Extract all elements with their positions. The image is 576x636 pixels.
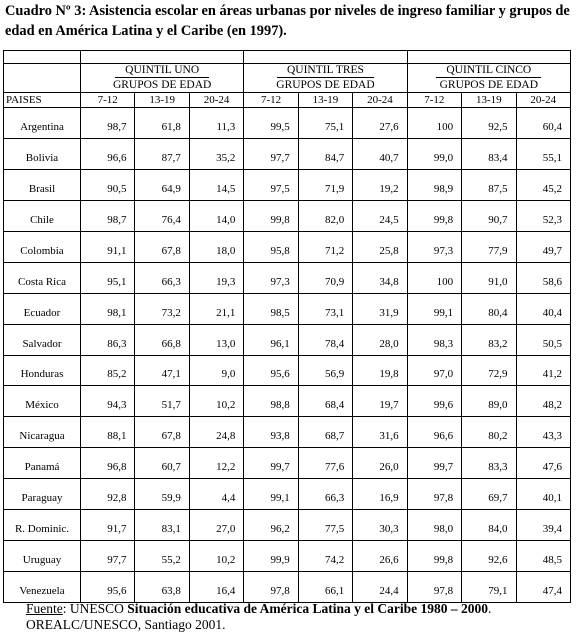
value-cell: 91,0 — [462, 262, 516, 293]
value-cell: 64,9 — [135, 169, 189, 200]
value-cell: 48,2 — [516, 386, 571, 417]
value-cell: 61,8 — [135, 108, 189, 139]
country-cell: Ecuador — [4, 293, 81, 324]
value-cell: 35,2 — [189, 138, 243, 169]
value-cell: 88,1 — [81, 417, 135, 448]
attendance-table — [3, 50, 571, 603]
value-cell: 45,2 — [516, 169, 571, 200]
spacer-cell — [81, 51, 244, 64]
value-cell: 10,2 — [189, 541, 243, 572]
value-cell: 89,0 — [462, 386, 516, 417]
value-cell: 96,1 — [244, 324, 298, 355]
value-cell: 99,7 — [407, 448, 461, 479]
column-header-row — [4, 93, 571, 108]
value-cell: 91,1 — [81, 231, 135, 262]
value-cell: 75,1 — [298, 108, 352, 139]
value-cell: 83,2 — [462, 324, 516, 355]
caption-text: Asistencia escolar en áreas urbanas por niveles de ingreso familiar y grupos de edad en América Latina y el Caribe (en 1997). — [5, 3, 570, 39]
table-row — [4, 262, 571, 293]
age-group-header: GRUPOS DE EDAD — [81, 78, 244, 93]
value-cell: 55,2 — [135, 541, 189, 572]
source-note — [26, 601, 571, 633]
value-cell: 93,8 — [244, 417, 298, 448]
age-column-header: 13-19 — [298, 93, 352, 108]
value-cell: 85,2 — [81, 355, 135, 386]
value-cell: 95,6 — [244, 355, 298, 386]
value-cell: 98,3 — [407, 324, 461, 355]
spacer-row — [4, 51, 571, 64]
value-cell: 99,6 — [407, 386, 461, 417]
value-cell: 10,2 — [189, 386, 243, 417]
value-cell: 76,4 — [135, 200, 189, 231]
value-cell: 24,5 — [353, 200, 407, 231]
table-row — [4, 510, 571, 541]
age-column-header: 20-24 — [516, 93, 571, 108]
value-cell: 90,7 — [462, 200, 516, 231]
value-cell: 51,7 — [135, 386, 189, 417]
value-cell: 74,2 — [298, 541, 352, 572]
value-cell: 97,0 — [407, 355, 461, 386]
table-row — [4, 417, 571, 448]
value-cell: 97,8 — [407, 479, 461, 510]
value-cell: 66,3 — [298, 479, 352, 510]
value-cell: 97,7 — [244, 138, 298, 169]
value-cell: 27,6 — [353, 108, 407, 139]
value-cell: 99,1 — [244, 479, 298, 510]
country-column-header: PAISES — [4, 93, 81, 108]
value-cell: 16,4 — [189, 572, 243, 603]
value-cell: 68,4 — [298, 386, 352, 417]
spacer-cell — [244, 51, 407, 64]
value-cell: 50,5 — [516, 324, 571, 355]
value-cell: 70,9 — [298, 262, 352, 293]
value-cell: 95,1 — [81, 262, 135, 293]
source-title: Situación educativa de América Latina y el Caribe 1980 – 2000 — [127, 601, 488, 616]
table-row — [4, 572, 571, 603]
value-cell: 98,0 — [407, 510, 461, 541]
table-row — [4, 108, 571, 139]
value-cell: 48,5 — [516, 541, 571, 572]
table-row — [4, 231, 571, 262]
value-cell: 47,1 — [135, 355, 189, 386]
value-cell: 96,6 — [81, 138, 135, 169]
value-cell: 99,5 — [244, 108, 298, 139]
country-cell: Salvador — [4, 324, 81, 355]
value-cell: 30,3 — [353, 510, 407, 541]
source-line-2: OREALC/UNESCO, Santiago 2001. — [26, 617, 226, 632]
value-cell: 87,7 — [135, 138, 189, 169]
table-row — [4, 169, 571, 200]
value-cell: 92,8 — [81, 479, 135, 510]
value-cell: 99,8 — [407, 200, 461, 231]
value-cell: 26,0 — [353, 448, 407, 479]
value-cell: 77,9 — [462, 231, 516, 262]
quintile-header: QUINTIL CINCO — [407, 64, 570, 79]
value-cell: 80,4 — [462, 293, 516, 324]
value-cell: 43,3 — [516, 417, 571, 448]
table-row — [4, 541, 571, 572]
value-cell: 28,0 — [353, 324, 407, 355]
table-row — [4, 324, 571, 355]
value-cell: 21,1 — [189, 293, 243, 324]
country-cell: México — [4, 386, 81, 417]
value-cell: 12,2 — [189, 448, 243, 479]
value-cell: 71,2 — [298, 231, 352, 262]
value-cell: 69,7 — [462, 479, 516, 510]
corner-cell — [4, 64, 81, 79]
value-cell: 100 — [407, 108, 461, 139]
value-cell: 49,7 — [516, 231, 571, 262]
value-cell: 39,4 — [516, 510, 571, 541]
group-header-row — [4, 78, 571, 93]
table-row — [4, 448, 571, 479]
age-column-header: 13-19 — [462, 93, 516, 108]
value-cell: 83,3 — [462, 448, 516, 479]
country-cell: Nicaragua — [4, 417, 81, 448]
value-cell: 98,7 — [81, 200, 135, 231]
value-cell: 98,1 — [81, 293, 135, 324]
value-cell: 77,5 — [298, 510, 352, 541]
value-cell: 84,7 — [298, 138, 352, 169]
table-row — [4, 386, 571, 417]
value-cell: 95,6 — [81, 572, 135, 603]
value-cell: 14,5 — [189, 169, 243, 200]
value-cell: 58,6 — [516, 262, 571, 293]
value-cell: 19,2 — [353, 169, 407, 200]
table-row — [4, 293, 571, 324]
value-cell: 27,0 — [189, 510, 243, 541]
value-cell: 11,3 — [189, 108, 243, 139]
value-cell: 68,7 — [298, 417, 352, 448]
value-cell: 99,8 — [407, 541, 461, 572]
table-caption — [5, 1, 571, 41]
value-cell: 96,8 — [81, 448, 135, 479]
age-column-header: 20-24 — [189, 93, 243, 108]
value-cell: 98,8 — [244, 386, 298, 417]
table-body — [4, 51, 571, 603]
age-column-header: 13-19 — [135, 93, 189, 108]
country-cell: Paraguay — [4, 479, 81, 510]
table-row — [4, 479, 571, 510]
country-cell: Panamá — [4, 448, 81, 479]
value-cell: 97,5 — [244, 169, 298, 200]
source-label: Fuente — [26, 601, 63, 616]
spacer-cell — [407, 51, 570, 64]
source-line-1 — [26, 601, 571, 617]
value-cell: 66,8 — [135, 324, 189, 355]
country-cell: Bolivia — [4, 138, 81, 169]
age-column-header: 20-24 — [353, 93, 407, 108]
value-cell: 97,8 — [407, 572, 461, 603]
value-cell: 59,9 — [135, 479, 189, 510]
country-cell: Uruguay — [4, 541, 81, 572]
value-cell: 96,2 — [244, 510, 298, 541]
value-cell: 40,4 — [516, 293, 571, 324]
caption-label: Cuadro Nº 3: — [5, 3, 87, 19]
age-column-header: 7-12 — [407, 93, 461, 108]
age-column-header: 7-12 — [81, 93, 135, 108]
value-cell: 73,1 — [298, 293, 352, 324]
value-cell: 40,7 — [353, 138, 407, 169]
value-cell: 72,9 — [462, 355, 516, 386]
value-cell: 98,9 — [407, 169, 461, 200]
country-cell: Venezuela — [4, 572, 81, 603]
value-cell: 92,5 — [462, 108, 516, 139]
value-cell: 99,7 — [244, 448, 298, 479]
value-cell: 34,8 — [353, 262, 407, 293]
source-end: . — [488, 601, 492, 616]
value-cell: 41,2 — [516, 355, 571, 386]
value-cell: 98,5 — [244, 293, 298, 324]
value-cell: 94,3 — [81, 386, 135, 417]
country-cell: Costa Rica — [4, 262, 81, 293]
value-cell: 90,5 — [81, 169, 135, 200]
value-cell: 92,6 — [462, 541, 516, 572]
value-cell: 80,2 — [462, 417, 516, 448]
source-sep: : UNESCO — [62, 601, 128, 616]
value-cell: 55,1 — [516, 138, 571, 169]
age-group-header: GRUPOS DE EDAD — [407, 78, 570, 93]
value-cell: 14,0 — [189, 200, 243, 231]
value-cell: 100 — [407, 262, 461, 293]
value-cell: 52,3 — [516, 200, 571, 231]
value-cell: 16,9 — [353, 479, 407, 510]
value-cell: 95,8 — [244, 231, 298, 262]
country-cell: Brasil — [4, 169, 81, 200]
value-cell: 67,8 — [135, 231, 189, 262]
country-cell: Argentina — [4, 108, 81, 139]
value-cell: 24,8 — [189, 417, 243, 448]
value-cell: 56,9 — [298, 355, 352, 386]
value-cell: 67,8 — [135, 417, 189, 448]
value-cell: 40,1 — [516, 479, 571, 510]
value-cell: 31,9 — [353, 293, 407, 324]
value-cell: 97,3 — [407, 231, 461, 262]
value-cell: 9,0 — [189, 355, 243, 386]
value-cell: 19,7 — [353, 386, 407, 417]
value-cell: 19,8 — [353, 355, 407, 386]
value-cell: 99,9 — [244, 541, 298, 572]
spacer-cell — [4, 51, 81, 64]
value-cell: 60,4 — [516, 108, 571, 139]
value-cell: 66,3 — [135, 262, 189, 293]
value-cell: 83,4 — [462, 138, 516, 169]
value-cell: 19,3 — [189, 262, 243, 293]
value-cell: 83,1 — [135, 510, 189, 541]
country-cell: Honduras — [4, 355, 81, 386]
value-cell: 47,4 — [516, 572, 571, 603]
quintile-header-row — [4, 64, 571, 79]
quintile-header: QUINTIL TRES — [244, 64, 407, 79]
value-cell: 4,4 — [189, 479, 243, 510]
value-cell: 96,6 — [407, 417, 461, 448]
value-cell: 97,7 — [81, 541, 135, 572]
table-row — [4, 200, 571, 231]
value-cell: 87,5 — [462, 169, 516, 200]
age-group-header: GRUPOS DE EDAD — [244, 78, 407, 93]
value-cell: 99,1 — [407, 293, 461, 324]
value-cell: 99,8 — [244, 200, 298, 231]
value-cell: 98,7 — [81, 108, 135, 139]
corner-cell — [4, 78, 81, 93]
value-cell: 77,6 — [298, 448, 352, 479]
value-cell: 71,9 — [298, 169, 352, 200]
value-cell: 84,0 — [462, 510, 516, 541]
value-cell: 82,0 — [298, 200, 352, 231]
value-cell: 26,6 — [353, 541, 407, 572]
value-cell: 60,7 — [135, 448, 189, 479]
table-row — [4, 355, 571, 386]
value-cell: 73,2 — [135, 293, 189, 324]
value-cell: 25,8 — [353, 231, 407, 262]
country-cell: R. Dominic. — [4, 510, 81, 541]
value-cell: 63,8 — [135, 572, 189, 603]
quintile-header: QUINTIL UNO — [81, 64, 244, 79]
value-cell: 31,6 — [353, 417, 407, 448]
value-cell: 86,3 — [81, 324, 135, 355]
country-cell: Chile — [4, 200, 81, 231]
value-cell: 97,8 — [244, 572, 298, 603]
value-cell: 78,4 — [298, 324, 352, 355]
value-cell: 91,7 — [81, 510, 135, 541]
value-cell: 47,6 — [516, 448, 571, 479]
value-cell: 79,1 — [462, 572, 516, 603]
table-row — [4, 138, 571, 169]
age-column-header: 7-12 — [244, 93, 298, 108]
value-cell: 99,0 — [407, 138, 461, 169]
country-cell: Colombia — [4, 231, 81, 262]
value-cell: 24,4 — [353, 572, 407, 603]
value-cell: 13,0 — [189, 324, 243, 355]
value-cell: 66,1 — [298, 572, 352, 603]
value-cell: 18,0 — [189, 231, 243, 262]
value-cell: 97,3 — [244, 262, 298, 293]
